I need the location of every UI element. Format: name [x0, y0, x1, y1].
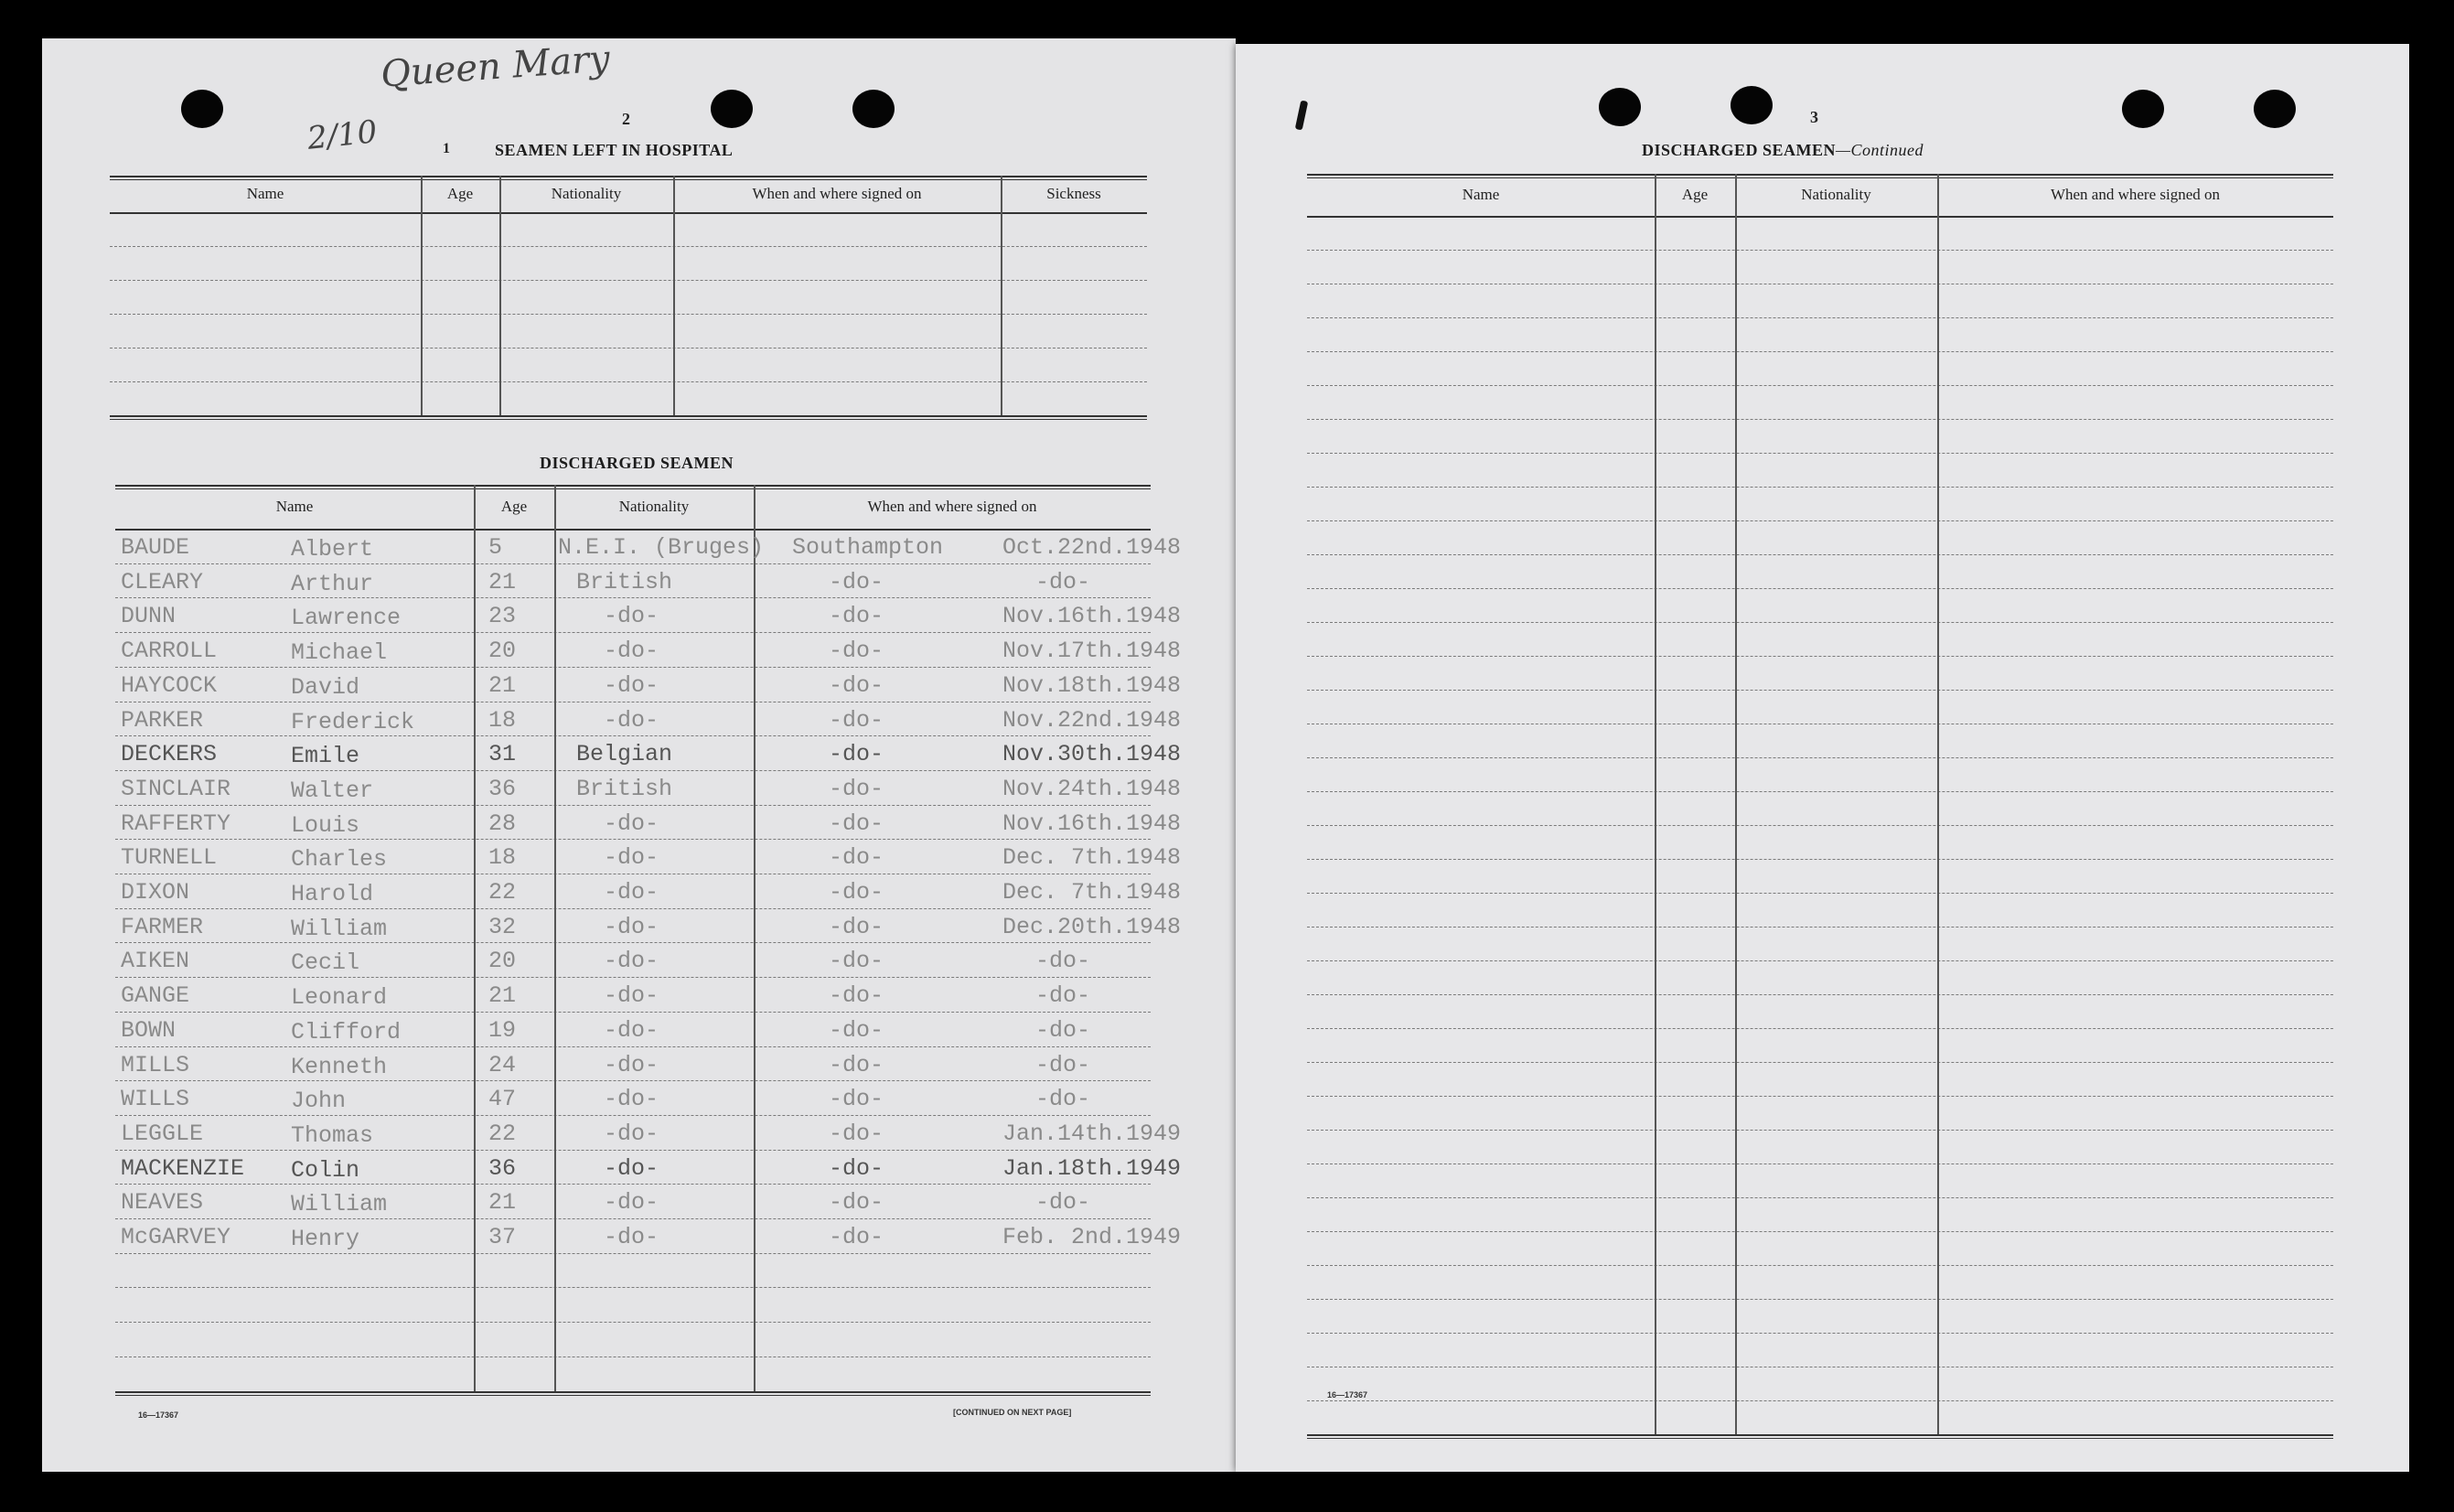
row-age: 31 [488, 741, 517, 768]
row-rule [115, 839, 1151, 840]
row-age: 32 [488, 913, 517, 940]
row-nationality: -do- [604, 638, 659, 665]
row-signed-place: -do- [829, 1120, 884, 1147]
left-page [42, 38, 1236, 1472]
column-divider [474, 485, 476, 1391]
row-first-name: Colin [291, 1156, 360, 1184]
row-signed-place: -do- [829, 775, 884, 802]
row-first-name: William [291, 915, 388, 942]
row-rule [1307, 1265, 2333, 1266]
column-divider [421, 176, 423, 415]
row-rule [115, 1184, 1151, 1185]
row-rule [115, 1046, 1151, 1047]
row-nationality: -do- [604, 982, 659, 1010]
row-first-name: Arthur [291, 570, 374, 597]
row-signed-date: -do- [1035, 1086, 1091, 1113]
row-first-name: Louis [291, 811, 360, 839]
row-rule [1307, 1197, 2333, 1198]
row-rule [1307, 1400, 2333, 1401]
page-number: 2 [622, 110, 630, 128]
row-signed-date: Feb. 2nd.1949 [1002, 1224, 1182, 1250]
row-rule [115, 908, 1151, 909]
row-rule [1307, 994, 2333, 995]
row-signed-date: -do- [1035, 1189, 1091, 1217]
row-rule [115, 805, 1151, 806]
row-rule [115, 632, 1151, 633]
row-age: 21 [488, 1189, 517, 1217]
row-signed-date: Oct.22nd.1948 [1002, 534, 1182, 561]
row-signed-place: -do- [829, 879, 884, 906]
right-page [1236, 44, 2409, 1472]
hospital-section-title: SEAMEN LEFT IN HOSPITAL [495, 141, 734, 159]
row-surname: FARMER [121, 913, 204, 940]
row-first-name: Thomas [291, 1121, 374, 1149]
row-surname: RAFFERTY [121, 810, 231, 837]
column-divider [1735, 174, 1737, 1434]
row-rule [110, 280, 1147, 281]
row-rule [115, 597, 1151, 598]
table-top-rule [1307, 177, 2333, 178]
row-rule [1307, 351, 2333, 352]
column-header-nationality: Nationality [1801, 186, 1871, 203]
row-rule [1307, 554, 2333, 555]
column-header-when-and-where-signed-on: When and where signed on [2050, 186, 2221, 203]
row-nationality: -do- [604, 1189, 659, 1217]
row-nationality: -do- [604, 948, 659, 975]
row-first-name: Albert [291, 536, 374, 563]
row-rule [1307, 622, 2333, 623]
row-surname: DECKERS [121, 741, 218, 768]
row-signed-date: Nov.24th.1948 [1002, 775, 1182, 802]
row-nationality: -do- [604, 1224, 659, 1250]
row-signed-place: -do- [829, 1154, 884, 1182]
row-nationality: British [576, 775, 673, 802]
table-bottom-rule [1307, 1438, 2333, 1439]
row-rule [115, 1080, 1151, 1081]
row-rule [115, 1115, 1151, 1116]
column-header-nationality: Nationality [618, 498, 690, 515]
table-bottom-rule [115, 1395, 1151, 1396]
form-number: 16—17367 [1327, 1390, 1368, 1399]
column-header-when-and-where-signed-on: When and where signed on [867, 498, 1037, 515]
table-top-rule [110, 176, 1147, 177]
row-rule [115, 1322, 1151, 1323]
row-signed-place: -do- [829, 706, 884, 734]
row-nationality: -do- [604, 671, 659, 699]
row-age: 36 [488, 1154, 517, 1182]
punch-hole [1599, 88, 1641, 126]
row-surname: GANGE [121, 982, 190, 1010]
row-rule [115, 942, 1151, 943]
row-age: 36 [488, 775, 517, 802]
row-first-name: William [291, 1191, 388, 1218]
row-signed-place: -do- [829, 1224, 884, 1250]
row-rule [1307, 1333, 2333, 1334]
row-signed-date: -do- [1035, 1051, 1091, 1078]
row-rule [1307, 927, 2333, 928]
row-rule [115, 667, 1151, 668]
row-age: 21 [488, 568, 517, 595]
row-first-name: John [291, 1088, 347, 1115]
row-surname: DIXON [121, 879, 190, 906]
row-age: 24 [488, 1051, 517, 1078]
column-header-nationality: Nationality [551, 185, 622, 202]
row-surname: AIKEN [121, 948, 190, 975]
row-rule [115, 1150, 1151, 1151]
row-signed-place: -do- [829, 1051, 884, 1078]
row-nationality: -do- [604, 913, 659, 940]
row-age: 47 [488, 1086, 517, 1113]
section-title-main: DISCHARGED SEAMEN [1642, 141, 1837, 159]
row-rule [1307, 893, 2333, 894]
row-nationality: -do- [604, 810, 659, 837]
row-rule [115, 1253, 1151, 1254]
row-rule [1307, 419, 2333, 420]
row-signed-place: -do- [829, 603, 884, 630]
discharged-section-title: DISCHARGED SEAMEN [540, 454, 734, 472]
row-signed-date: -do- [1035, 1016, 1091, 1044]
row-signed-place: -do- [829, 638, 884, 665]
handwritten-vessel-name: Queen Mary [379, 38, 612, 96]
column-header-sickness: Sickness [1046, 185, 1101, 202]
row-rule [110, 246, 1147, 247]
row-surname: CLEARY [121, 568, 204, 595]
column-divider [1001, 176, 1002, 415]
row-surname: NEAVES [121, 1189, 204, 1217]
row-signed-date: Dec.20th.1948 [1002, 913, 1182, 940]
row-rule [1307, 960, 2333, 961]
row-rule [1307, 1163, 2333, 1164]
row-nationality: -do- [604, 1086, 659, 1113]
row-rule [115, 1218, 1151, 1219]
row-signed-place: -do- [829, 844, 884, 872]
row-rule [1307, 1299, 2333, 1300]
row-surname: DUNN [121, 603, 177, 630]
row-signed-date: -do- [1035, 982, 1091, 1010]
row-rule [115, 977, 1151, 978]
row-rule [1307, 1130, 2333, 1131]
row-rule [1307, 791, 2333, 792]
row-first-name: Harold [291, 881, 374, 907]
column-header-when-and-where-signed-on: When and where signed on [752, 185, 922, 202]
row-nationality: -do- [604, 879, 659, 906]
row-first-name: Frederick [291, 708, 415, 735]
row-age: 5 [488, 534, 503, 561]
table-bottom-rule [115, 1391, 1151, 1393]
row-rule [1307, 656, 2333, 657]
row-signed-date: -do- [1035, 948, 1091, 975]
row-rule [1307, 859, 2333, 860]
row-first-name: Kenneth [291, 1053, 388, 1080]
column-divider [499, 176, 501, 415]
column-divider [754, 485, 755, 1391]
row-age: 20 [488, 948, 517, 975]
punch-hole [1731, 86, 1773, 124]
table-top-rule [1307, 174, 2333, 176]
form-number: 16—17367 [138, 1410, 179, 1420]
row-surname: MILLS [121, 1051, 190, 1078]
punch-hole [2122, 90, 2164, 128]
table-top-rule [115, 485, 1151, 487]
row-signed-date: Nov.30th.1948 [1002, 741, 1182, 768]
row-first-name: Charles [291, 846, 388, 874]
header-rule [110, 212, 1147, 214]
column-divider [554, 485, 556, 1391]
row-rule [1307, 385, 2333, 386]
row-rule [110, 348, 1147, 349]
row-first-name: David [291, 673, 360, 701]
row-signed-date: Nov.22nd.1948 [1002, 706, 1182, 734]
row-age: 22 [488, 1120, 517, 1147]
table-bottom-rule [1307, 1434, 2333, 1436]
row-rule [110, 314, 1147, 315]
header-rule [115, 529, 1151, 531]
row-nationality: -do- [604, 1051, 659, 1078]
row-surname: WILLS [121, 1086, 190, 1113]
row-nationality: -do- [604, 706, 659, 734]
row-signed-date: Dec. 7th.1948 [1002, 879, 1182, 906]
row-nationality: -do- [604, 1120, 659, 1147]
row-surname: MACKENZIE [121, 1154, 245, 1182]
row-rule [1307, 690, 2333, 691]
row-age: 19 [488, 1016, 517, 1044]
row-rule [1307, 250, 2333, 251]
row-signed-place: Southampton [792, 534, 944, 561]
punch-hole [711, 90, 753, 128]
row-first-name: Emile [291, 743, 360, 770]
row-first-name: Leonard [291, 984, 388, 1012]
row-signed-place: -do- [829, 1086, 884, 1113]
row-age: 20 [488, 638, 517, 665]
punch-hole [181, 90, 223, 128]
row-surname: BAUDE [121, 534, 190, 561]
punch-hole [852, 90, 895, 128]
row-nationality: -do- [604, 603, 659, 630]
row-first-name: Cecil [291, 949, 360, 977]
row-signed-date: Jan.14th.1949 [1002, 1120, 1182, 1147]
row-signed-date: Nov.16th.1948 [1002, 810, 1182, 837]
row-surname: LEGGLE [121, 1120, 204, 1147]
row-age: 23 [488, 603, 517, 630]
row-rule [115, 1012, 1151, 1013]
handwritten-reference: 2/10 [305, 113, 380, 157]
row-rule [1307, 487, 2333, 488]
row-rule [115, 1287, 1151, 1288]
row-rule [1307, 1028, 2333, 1029]
column-header-name: Name [275, 498, 314, 515]
row-signed-place: -do- [829, 810, 884, 837]
row-first-name: Clifford [291, 1018, 402, 1046]
row-age: 37 [488, 1224, 517, 1250]
row-signed-date: Jan.18th.1949 [1002, 1154, 1182, 1182]
section-title-suffix: —Continued [1836, 141, 1924, 159]
row-surname: TURNELL [121, 844, 218, 872]
page-number: 3 [1810, 108, 1818, 126]
row-age: 18 [488, 844, 517, 872]
row-signed-date: -do- [1035, 568, 1091, 595]
column-divider [673, 176, 675, 415]
row-age: 21 [488, 982, 517, 1010]
row-age: 21 [488, 671, 517, 699]
row-rule [115, 770, 1151, 771]
row-rule [1307, 317, 2333, 318]
row-rule [1307, 1096, 2333, 1097]
row-nationality: Belgian [576, 741, 673, 768]
column-header-name: Name [1462, 186, 1500, 203]
continued-note: [CONTINUED ON NEXT PAGE] [953, 1408, 1072, 1417]
row-nationality: -do- [604, 844, 659, 872]
row-signed-place: -do- [829, 1189, 884, 1217]
row-nationality: -do- [604, 1016, 659, 1044]
row-rule [1307, 1062, 2333, 1063]
row-signed-date: Nov.16th.1948 [1002, 603, 1182, 630]
table-bottom-rule [110, 415, 1147, 417]
row-signed-place: -do- [829, 982, 884, 1010]
row-rule [1307, 453, 2333, 454]
row-rule [1307, 757, 2333, 758]
row-rule [1307, 588, 2333, 589]
header-rule [1307, 216, 2333, 218]
row-rule [1307, 520, 2333, 521]
table-top-rule [110, 179, 1147, 180]
row-surname: BOWN [121, 1016, 177, 1044]
punch-hole [2254, 90, 2296, 128]
row-signed-place: -do- [829, 568, 884, 595]
ink-mark [1295, 101, 1308, 131]
row-signed-date: Nov.18th.1948 [1002, 671, 1182, 699]
row-age: 28 [488, 810, 517, 837]
row-rule [1307, 1231, 2333, 1232]
row-first-name: Lawrence [291, 605, 402, 632]
continued-section-title [1642, 141, 1924, 160]
column-divider [1937, 174, 1939, 1434]
row-signed-place: -do- [829, 741, 884, 768]
row-signed-date: Dec. 7th.1948 [1002, 844, 1182, 872]
row-nationality: British [576, 568, 673, 595]
column-header-age: Age [1681, 186, 1709, 203]
row-signed-place: -do- [829, 671, 884, 699]
row-age: 22 [488, 879, 517, 906]
row-rule [115, 735, 1151, 736]
row-nationality: -do- [604, 1154, 659, 1182]
row-signed-place: -do- [829, 913, 884, 940]
column-header-age: Age [446, 185, 474, 202]
row-signed-place: -do- [829, 948, 884, 975]
row-nationality: N.E.I. (Bruges) [558, 534, 765, 561]
row-surname: CARROLL [121, 638, 218, 665]
table-bottom-rule [110, 419, 1147, 420]
row-surname: SINCLAIR [121, 775, 231, 802]
page-number-small: 1 [443, 141, 450, 156]
row-first-name: Michael [291, 639, 388, 667]
row-signed-place: -do- [829, 1016, 884, 1044]
row-first-name: Walter [291, 777, 374, 804]
row-surname: HAYCOCK [121, 671, 218, 699]
column-header-name: Name [246, 185, 284, 202]
row-rule [110, 381, 1147, 382]
row-surname: PARKER [121, 706, 204, 734]
column-divider [1655, 174, 1656, 1434]
column-header-age: Age [500, 498, 528, 515]
row-signed-date: Nov.17th.1948 [1002, 638, 1182, 665]
table-top-rule [115, 488, 1151, 489]
row-first-name: Henry [291, 1226, 360, 1252]
row-age: 18 [488, 706, 517, 734]
row-rule [1307, 825, 2333, 826]
row-rule [115, 563, 1151, 564]
row-surname: McGARVEY [121, 1224, 231, 1250]
